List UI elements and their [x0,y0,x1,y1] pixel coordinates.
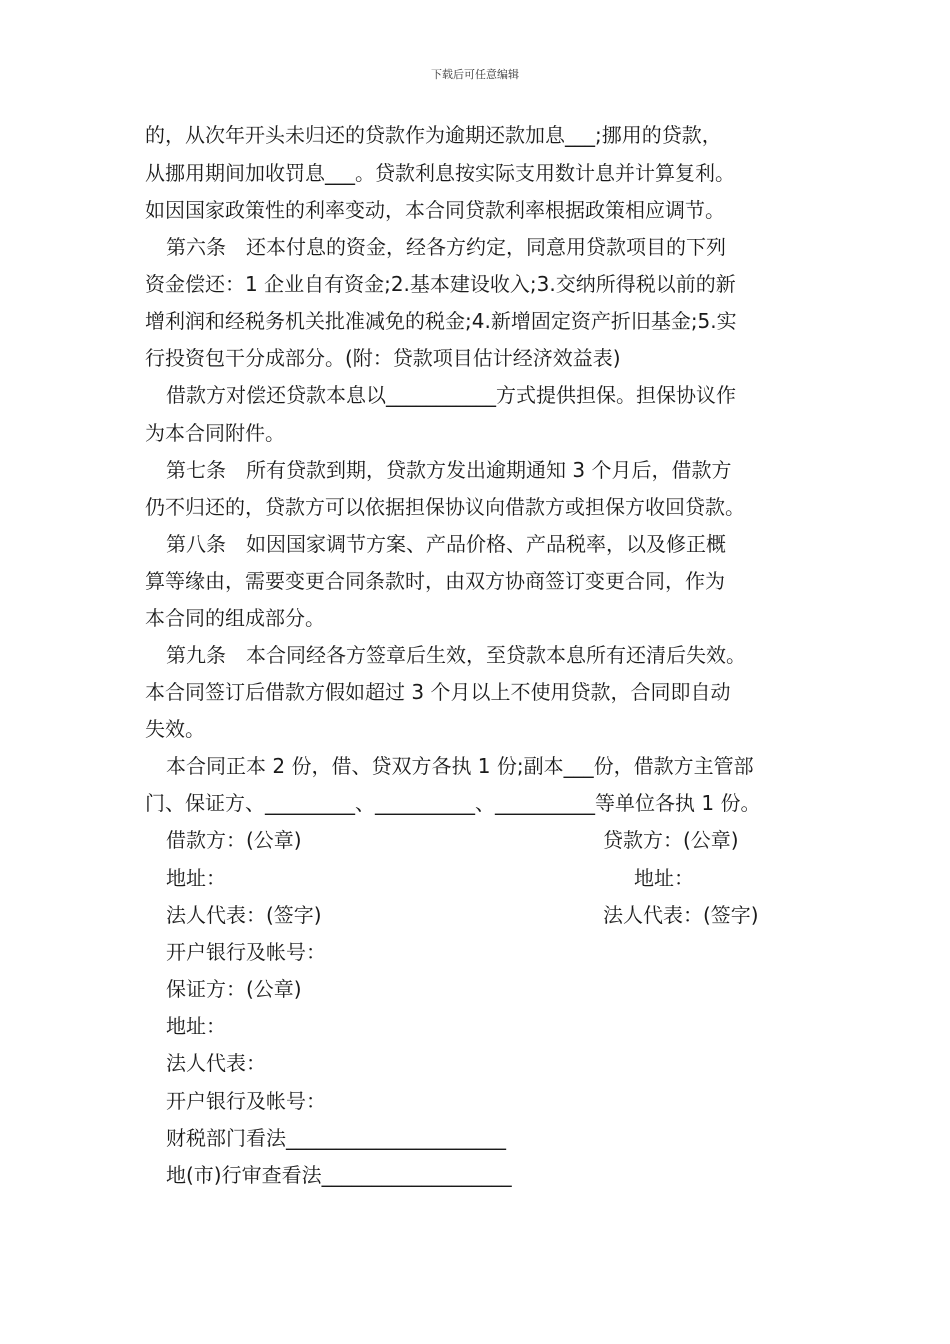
body-line: 本合同正本 2 份，借、贷双方各执 1 份;副本___份，借款方主管部 [166,754,754,778]
borrower-bank-account-label: 开户银行及帐号： [166,940,326,964]
body-line: 门、保证方、_________、__________、__________等单位各执 1 份。 [145,791,761,815]
guarantor-legal-rep-label: 法人代表： [166,1051,266,1075]
borrower-legal-rep-label: 法人代表：(签字) [166,903,322,927]
article-6-heading-line: 第六条 还本付息的资金，经各方约定，同意用贷款项目的下列 [166,235,726,259]
body-line: 为本合同附件。 [145,421,285,445]
article-8-heading-line: 第八条 如因国家调节方案、产品价格、产品税率，以及修正概 [166,532,726,556]
city-bank-review-opinion-line: 地(市)行审查看法___________________ [166,1163,512,1187]
guarantor-seal-label: 保证方：(公章) [166,977,302,1001]
body-line: 资金偿还：1 企业自有资金;2.基本建设收入;3.交纳所得税以前的新 [145,272,736,296]
lender-seal-label: 贷款方：(公章) [603,828,739,852]
article-9-heading-line: 第九条 本合同经各方签章后生效，至贷款本息所有还清后失效。 [166,643,746,667]
borrower-seal-label: 借款方：(公章) [166,828,302,852]
finance-department-opinion-line: 财税部门看法______________________ [166,1126,506,1150]
body-line: 从挪用期间加收罚息___。贷款利息按实际支用数计息并计算复利。 [145,161,735,185]
guarantor-bank-account-label: 开户银行及帐号： [166,1089,326,1113]
body-line: 的，从次年开头未归还的贷款作为逾期还款加息___;挪用的贷款， [145,123,722,147]
body-line: 增利润和经税务机关批准减免的税金;4.新增固定资产折旧基金;5.实 [145,309,737,333]
body-line: 仍不归还的，贷款方可以依据担保协议向借款方或担保方收回贷款。 [145,495,745,519]
guarantor-address-label: 地址： [166,1014,226,1038]
lender-legal-rep-label: 法人代表：(签字) [603,903,759,927]
body-line: 本合同的组成部分。 [145,606,325,630]
article-7-heading-line: 第七条 所有贷款到期，贷款方发出逾期通知 3 个月后，借款方 [166,458,732,482]
borrower-address-label: 地址： [166,866,226,890]
body-line: 借款方对偿还贷款本息以___________方式提供担保。担保协议作 [166,383,736,407]
body-line: 失效。 [145,717,205,741]
lender-address-label: 地址： [634,866,694,890]
body-line: 本合同签订后借款方假如超过 3 个月以上不使用贷款，合同即自动 [145,680,731,704]
body-line: 算等缘由，需要变更合同条款时，由双方协商签订变更合同，作为 [145,569,725,593]
body-line: 如因国家政策性的利率变动，本合同贷款利率根据政策相应调节。 [145,198,725,222]
body-line: 行投资包干分成部分。(附：贷款项目估计经济效益表) [145,346,621,370]
page-header: 下载后可任意编辑 [431,68,519,81]
